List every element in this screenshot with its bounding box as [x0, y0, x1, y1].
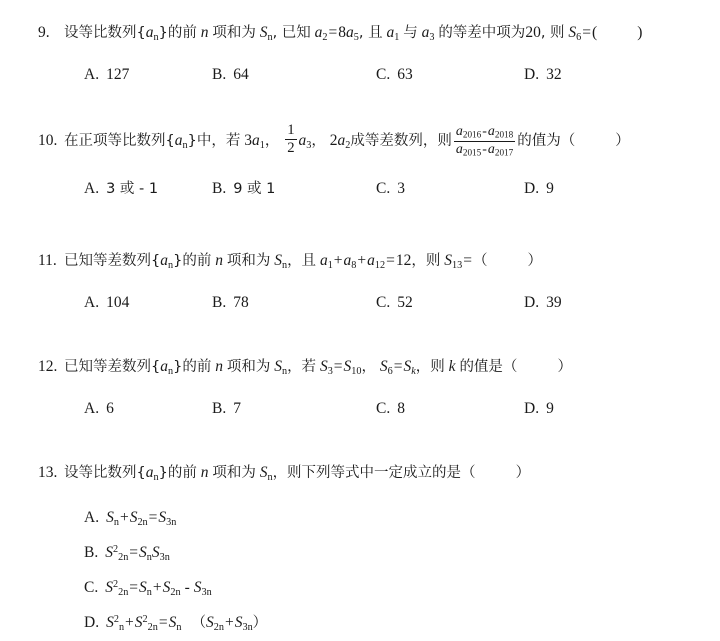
option-text: 3 — [397, 180, 405, 198]
stem-text: 项和为 — [226, 253, 271, 269]
value-12: 12 — [395, 252, 412, 269]
question-number-12: 12. — [38, 358, 58, 375]
question-block-10 — [0, 123, 720, 204]
option-text: 39 — [546, 294, 562, 311]
option-letter: B. — [84, 544, 99, 561]
option-13-c[interactable] — [84, 570, 720, 605]
stem-text: 与 — [403, 25, 418, 41]
option-text: 63 — [397, 66, 413, 83]
stem-text: 设等比数列{ — [64, 25, 146, 41]
stem-text: ， — [361, 359, 377, 375]
option-12-d[interactable] — [524, 394, 554, 424]
stem-text: 的等差中项为 — [438, 25, 526, 41]
option-letter: D. — [524, 294, 540, 311]
stem-text: 设等比数列{ — [64, 465, 146, 481]
stem-text: ， — [264, 133, 280, 150]
option-text: 9 或 1 — [233, 181, 276, 198]
stem-text: , 且 — [358, 25, 383, 41]
option-letter: C. — [376, 400, 391, 417]
stem-text: 项和为 — [212, 465, 256, 481]
stem-text: ， — [311, 133, 326, 150]
option-letter: A. — [84, 400, 100, 417]
math-a-3: $a_3$ — [421, 24, 435, 43]
fraction-one-half — [285, 123, 296, 157]
question-stem-9 — [0, 18, 720, 48]
option-letter: A. — [84, 294, 100, 311]
stem-text: ，则 — [411, 253, 441, 269]
math-a-5: $a_5$ — [346, 24, 359, 43]
question-number-10: 10. — [38, 132, 58, 150]
option-9-a[interactable] — [84, 60, 129, 90]
option-letter: B. — [212, 66, 227, 83]
equals-sign: = — [328, 24, 338, 41]
stem-text: , 已知 — [272, 25, 311, 41]
math-a-n: $a_n$ — [160, 252, 174, 271]
stem-text: 已知等差数列{ — [64, 359, 161, 375]
math-k: k — [448, 358, 456, 375]
options-row-10 — [0, 174, 720, 204]
question-number-13: 13. — [38, 464, 58, 481]
options-column-13 — [0, 500, 720, 640]
stem-text: , 则 — [540, 25, 565, 41]
option-letter: D. — [84, 614, 100, 631]
option-text: 7 — [233, 400, 241, 417]
stem-text: ，则 — [415, 359, 445, 375]
math-S-n: $S_n$ — [259, 24, 273, 43]
stem-text: 成等差数列，则 — [350, 133, 452, 150]
math-a-n: $a_n$ — [160, 358, 174, 377]
coefficient-8: 8 — [338, 24, 347, 41]
stem-text: }的前 — [158, 465, 197, 481]
option-12-b[interactable] — [212, 394, 241, 424]
option-text: 78 — [233, 294, 249, 311]
option-math-b: $S^2_{2n}=S_nS_{3n}$ — [105, 543, 170, 563]
math-S-n: $S_n$ — [274, 252, 288, 271]
math-a-1: $a_1$ — [386, 24, 400, 43]
option-9-b[interactable] — [212, 60, 249, 90]
options-row-11 — [0, 288, 720, 318]
stem-text: ，若 — [287, 359, 317, 375]
coefficient-2: 2 — [329, 132, 338, 150]
option-letter: D. — [524, 180, 540, 198]
option-11-d[interactable] — [524, 288, 562, 318]
question-number-9: 9. — [38, 24, 50, 41]
stem-text: 已知等差数列{ — [64, 253, 161, 269]
equals-sign: = — [333, 358, 343, 375]
option-math-a: $S_n+S_{2n}=S_{3n}$ — [106, 509, 177, 528]
option-letter: A. — [84, 509, 100, 526]
math-a-12: $a_{12}$ — [367, 252, 386, 271]
option-letter: C. — [376, 66, 391, 83]
math-S-6: $S_6$ — [568, 24, 582, 43]
option-10-a[interactable] — [84, 174, 158, 204]
option-letter: C. — [376, 180, 391, 198]
stem-text: ） — [615, 133, 630, 150]
question-block-11 — [0, 246, 720, 318]
option-letter: D. — [524, 400, 540, 417]
option-text: 9 — [546, 180, 554, 198]
math-S-6: $S_6$ — [379, 358, 393, 377]
option-12-c[interactable] — [376, 394, 405, 424]
option-text: 32 — [546, 66, 562, 83]
option-11-a[interactable] — [84, 288, 129, 318]
stem-text: ） — [515, 465, 531, 481]
stem-text: 项和为 — [212, 25, 256, 41]
option-9-c[interactable] — [376, 60, 413, 90]
option-10-c[interactable] — [376, 174, 405, 204]
option-text: 104 — [106, 294, 130, 311]
equals-sign: = — [582, 24, 592, 41]
math-a-2: $a_2$ — [314, 24, 328, 43]
stem-text: ，且 — [287, 253, 317, 269]
stem-text: }的前 — [173, 253, 212, 269]
fraction-numerator: 1 — [285, 123, 296, 140]
stem-text: ） — [557, 359, 572, 375]
question-block-9 — [0, 18, 720, 90]
plus-sign: + — [357, 252, 367, 269]
option-letter: B. — [212, 400, 227, 417]
stem-text: 项和为 — [226, 359, 271, 375]
stem-text: }的前 — [173, 359, 212, 375]
option-letter: A. — [84, 180, 100, 198]
math-a-n: $a_n$ — [145, 464, 159, 483]
math-a-8: $a_8$ — [343, 252, 357, 271]
math-S-n: $S_n$ — [274, 358, 288, 377]
fraction-numerator: $a_{2016}-a_{2018}$ — [454, 125, 515, 142]
math-n: n — [215, 252, 223, 269]
math-S-13: $S_{13}$ — [444, 252, 463, 271]
math-n: n — [200, 464, 209, 481]
option-10-b[interactable] — [212, 174, 275, 204]
math-a-n: $a_n$ — [145, 24, 159, 43]
math-S-3: $S_3$ — [319, 358, 333, 377]
value-20: 20 — [525, 24, 541, 41]
option-9-d[interactable] — [524, 60, 562, 90]
option-math-d: $S^2_n+S^2_{2n}=S_n$ $(S_{2n}+S_{3n})$ — [106, 613, 268, 633]
plus-sign: + — [333, 252, 343, 269]
question-stem-11 — [0, 246, 720, 276]
question-stem-10 — [0, 123, 720, 158]
paren-close: ) — [637, 24, 643, 41]
math-S-10: $S_{10}$ — [343, 358, 362, 377]
option-letter: C. — [84, 579, 99, 596]
math-a-1: $a_1$ — [319, 252, 333, 271]
math-a-2: $a_2$ — [337, 132, 351, 152]
coefficient-3: 3 — [244, 132, 252, 150]
math-a-1: $a_1$ — [251, 132, 265, 152]
math-a-n: $a_n$ — [174, 132, 188, 152]
option-12-a[interactable] — [84, 394, 114, 424]
equals-sign: = — [393, 358, 403, 375]
option-text: 9 — [546, 400, 554, 417]
math-S-n: $S_n$ — [259, 464, 273, 483]
stem-text: 在正项等比数列{ — [64, 133, 175, 150]
option-text: 127 — [106, 66, 130, 83]
equals-sign: = — [463, 252, 472, 269]
paren-open: ( — [592, 24, 598, 41]
stem-text: }中，若 — [187, 133, 241, 150]
option-10-d[interactable] — [524, 174, 554, 204]
option-math-c: $S^2_{2n}=S_n+S_{2n} - S_{3n}$ — [105, 578, 212, 598]
option-11-c[interactable] — [376, 288, 413, 318]
option-13-d[interactable] — [84, 605, 720, 640]
option-text: 52 — [397, 294, 413, 311]
option-text: 3 或 - 1 — [106, 181, 159, 198]
question-number-11: 11. — [38, 252, 57, 269]
stem-text: 的值是（ — [459, 359, 518, 375]
fraction-a2016-a2018-over-a2015-a2017 — [454, 125, 515, 157]
stem-text: （ — [472, 253, 488, 269]
option-letter: B. — [212, 180, 227, 198]
option-text: 6 — [106, 400, 114, 417]
option-letter: B. — [212, 294, 227, 311]
option-text: 64 — [233, 66, 249, 83]
math-n: n — [215, 358, 223, 375]
option-13-b[interactable] — [84, 535, 720, 570]
options-row-12 — [0, 394, 720, 424]
fraction-denominator: 2 — [287, 140, 295, 157]
option-letter: A. — [84, 66, 100, 83]
stem-text: 的值为（ — [517, 133, 576, 150]
stem-text: }的前 — [158, 25, 197, 41]
stem-text: ） — [527, 253, 542, 269]
option-13-a[interactable] — [84, 500, 720, 535]
options-row-9 — [0, 60, 720, 90]
option-letter: C. — [376, 294, 391, 311]
stem-text: ，则下列等式中一定成立的是（ — [272, 465, 476, 481]
option-11-b[interactable] — [212, 288, 249, 318]
math-n: n — [200, 24, 209, 41]
option-text: 8 — [397, 400, 405, 417]
math-a-3: $a_3$ — [298, 132, 312, 152]
equals-sign: = — [386, 252, 395, 269]
option-letter: D. — [524, 66, 540, 83]
question-stem-12 — [0, 352, 720, 382]
question-block-13 — [0, 458, 720, 640]
question-block-12 — [0, 352, 720, 424]
math-S-k: $S_k$ — [403, 358, 416, 377]
fraction-denominator: $a_{2015}-a_{2017}$ — [455, 141, 514, 158]
question-stem-13 — [0, 458, 720, 488]
